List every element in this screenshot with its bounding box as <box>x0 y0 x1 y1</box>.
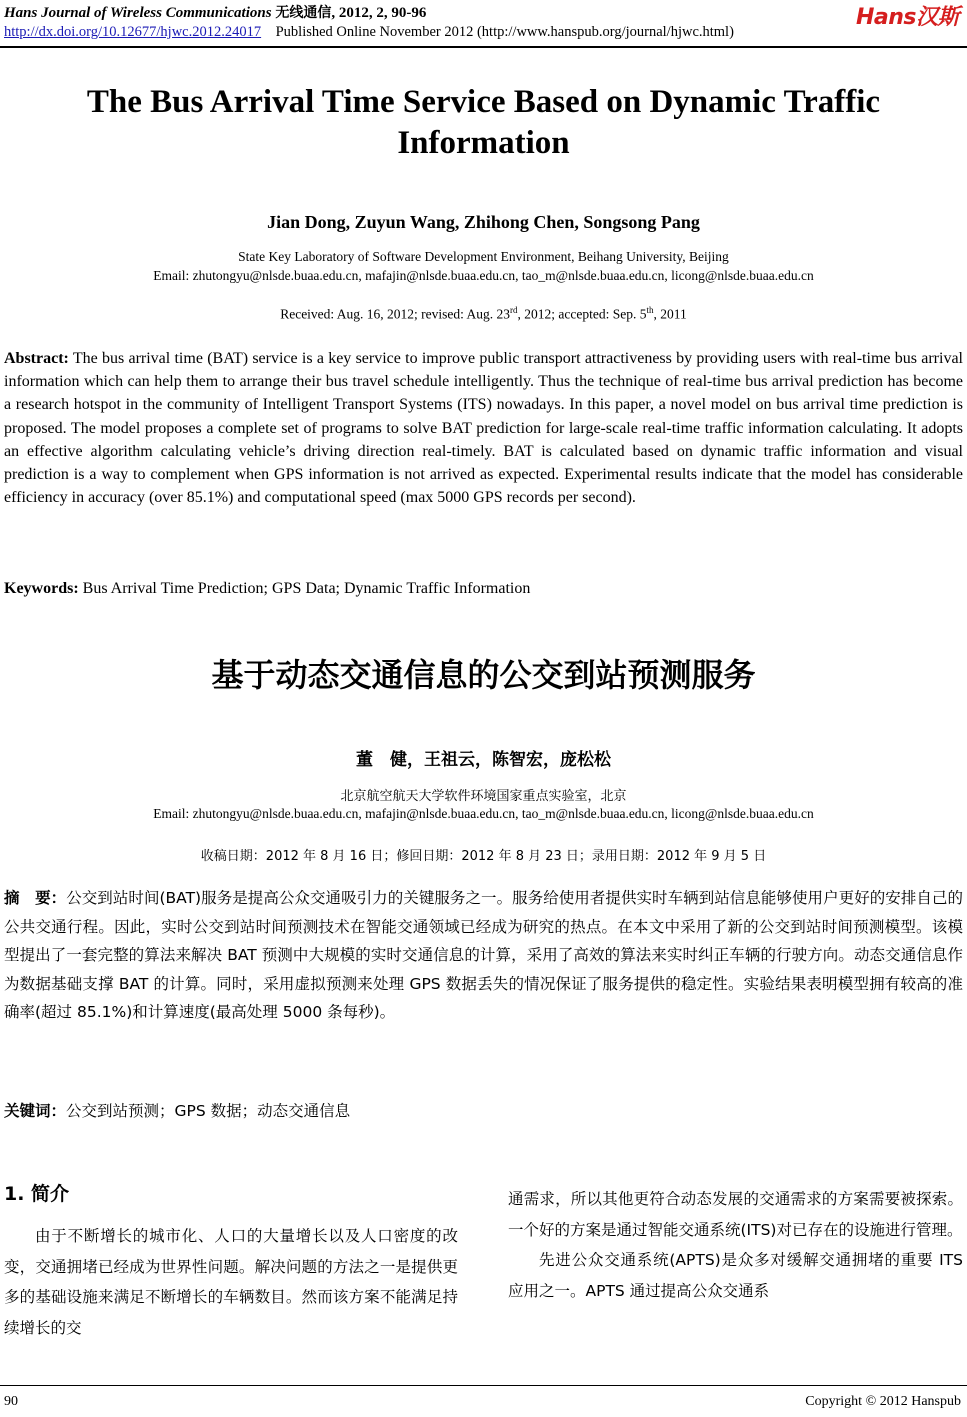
email-en: Email: zhutongyu@nlsde.buaa.edu.cn, mafajin@nlsde.buaa.edu.cn, tao_m@nlsde.buaa.edu.cn, licong@nlsde.buaa.edu.cn <box>153 268 814 283</box>
received-dates-cn: 收稿日期：2012 年 8 月 16 日；修回日期：2012 年 8 月 23 日；录用日期：2012 年 9 月 5 日 <box>200 849 767 864</box>
header-divider <box>0 46 967 48</box>
copyright: Copyright © 2012 Hanspub <box>805 1394 961 1409</box>
keywords-text-en: Bus Arrival Time Prediction; GPS Data; Dynamic Traffic Information <box>78 580 531 597</box>
keywords-text-cn: 公交到站预测；GPS 数据；动态交通信息 <box>66 1102 351 1120</box>
keywords-label-cn: 关键词： <box>4 1102 67 1120</box>
journal-issue: , 2012, 2, 90-96 <box>331 5 427 21</box>
affiliation-cn: 北京航空航天大学软件环境国家重点实验室，北京 <box>340 789 627 804</box>
hans-logo: Hans汉斯 <box>855 5 959 30</box>
footer-divider <box>0 1385 967 1386</box>
paper-title-en: The Bus Arrival Time Service Based on Dynamic Traffic Information <box>86 84 881 161</box>
page-number: 90 <box>4 1394 18 1409</box>
intro-paragraph-right-1: 通需求，所以其他更符合动态发展的交通需求的方案需要被探索。一个好的方案是通过智能交通系统(ITS)对已存在的设施进行管理。 <box>508 1190 963 1239</box>
abstract-en <box>4 347 963 509</box>
abstract-label-en: Abstract: <box>4 350 69 367</box>
section-heading-intro: 1. 简介 <box>4 1183 70 1205</box>
abstract-text-en: The bus arrival time (BAT) service is a key service to improve public transport attractiveness by providing users with real-time bus arrival information which can help them to arrange their bus travel schedule intelligently. Thus the technique of real-time bus arrival prediction has become a research hotspot in the community of Intelligent Transport Systems (ITS) nowadays. In this paper, a novel model on bus arrival time prediction is proposed. The model proposes a complete set of programs to solve BAT prediction for large-scale real-time traffic information calculating. It adopts an effective algorithm calculating vehicle’s driving direction real-timely. BAT is calculated based on dynamic traffic information and visual prediction is a way to complement when GPS information is not arrived as expected. Experimental results indicate that the model has considerable efficiency in accuracy (over 85.1%) and computational speed (max 5000 GPS records per second). <box>4 350 963 507</box>
journal-name-cn: 无线通信 <box>275 5 332 21</box>
doi-link[interactable]: http://dx.doi.org/10.12677/hjwc.2012.24017 <box>4 24 262 40</box>
abstract-text-cn: 公交到站时间(BAT)服务是提高公众交通吸引力的关键服务之一。服务给使用者提供实时车辆到站信息能够使用户更好的安排自己的公共交通行程。因此，实时公交到站时间预测技术在智能交通领域已经成为研究的热点。在本文中采用了新的公交到站时间预测模型。该模型提出了一套完整的算法来解决 BAT 预测中大规模的实时交通信息的计算，采用了高效的算法来实时纠正车辆的行驶方向。动态交通信息作为数据基础支撑 BAT 的计算。同时，采用虚拟预测来处理 GPS 数据丢失的情况保证了服务提供的稳定性。实验结果表明模型拥有较高的准确率(超过 85.1%)和计算速度(最高处理 5000 条每秒)。 <box>4 889 963 1022</box>
doi-line <box>4 24 734 41</box>
intro-paragraph-left: 由于不断增长的城市化、人口的大量增长以及人口密度的改变，交通拥堵已经成为世界性问题。解决问题的方法之一是提供更多的基础设施来满足不断增长的车辆数目。然而该方案不能满足持续增长的交 <box>4 1227 458 1337</box>
abstract-label-cn: 摘 要： <box>4 889 67 907</box>
authors-cn: 董 健，王祖云，陈智宏，庞松松 <box>356 750 611 770</box>
paper-title-cn: 基于动态交通信息的公交到站预测服务 <box>211 656 756 694</box>
intro-paragraph-right-2: 先进公众交通系统(APTS)是众多对缓解交通拥堵的重要 ITS 应用之一。APTS 通过提高公众交通系 <box>508 1251 963 1300</box>
affiliation-en: State Key Laboratory of Software Development Environment, Beihang University, Beijing <box>238 249 729 264</box>
email-cn: Email: zhutongyu@nlsde.buaa.edu.cn, mafajin@nlsde.buaa.edu.cn, tao_m@nlsde.buaa.edu.cn, licong@nlsde.buaa.edu.cn <box>153 806 814 821</box>
keywords-label-en: Keywords: <box>4 580 79 597</box>
abstract-cn <box>4 884 963 1027</box>
keywords-en <box>4 577 963 600</box>
intro-column-right <box>508 1184 963 1306</box>
keywords-cn <box>4 1097 963 1126</box>
published-online: Published Online November 2012 (http://www.hanspub.org/journal/hjwc.html) <box>275 24 734 40</box>
authors-en: Jian Dong, Zuyun Wang, Zhihong Chen, Songsong Pang <box>267 212 700 232</box>
received-dates-en: Received: Aug. 16, 2012; revised: Aug. 23rd, 2012; accepted: Sep. 5th, 2011 <box>280 305 687 322</box>
journal-name-en: Hans Journal of Wireless Communications <box>4 5 272 21</box>
journal-header <box>4 2 426 22</box>
